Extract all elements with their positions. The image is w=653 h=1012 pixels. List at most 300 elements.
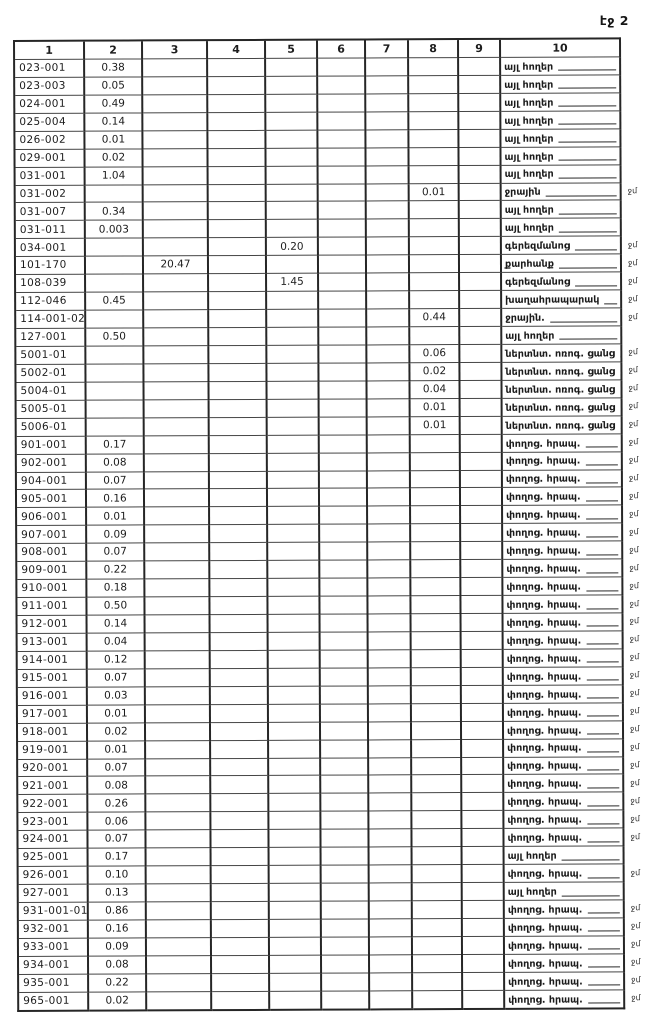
leader-line bbox=[586, 626, 618, 627]
cell-value-col-4 bbox=[209, 579, 267, 597]
cell-value-col-6 bbox=[320, 811, 368, 829]
land-type-label: փողոց. հրապ. bbox=[507, 742, 582, 755]
cell-land-type bbox=[504, 936, 624, 954]
cell-value-col-3 bbox=[144, 453, 209, 471]
cell-value-col-8 bbox=[410, 452, 460, 470]
cell-value-col-2: 0.09 bbox=[88, 938, 146, 956]
cell-value-col-2: 1.04 bbox=[85, 166, 143, 184]
leader-line bbox=[558, 70, 616, 71]
land-type-label: փողոց. հրապ. bbox=[506, 563, 581, 575]
leader-line bbox=[587, 769, 619, 770]
cell-parcel-code: 101-170 bbox=[15, 256, 85, 274]
cell-value-col-2: 0.01 bbox=[87, 740, 145, 758]
cell-value-col-4 bbox=[209, 453, 267, 471]
cell-margin-note: ջմ bbox=[628, 437, 639, 447]
cell-value-col-5 bbox=[266, 309, 318, 327]
cell-value-col-9 bbox=[458, 93, 500, 111]
cell-value-col-7 bbox=[367, 542, 410, 560]
cell-value-col-9 bbox=[461, 667, 503, 685]
cell-value-col-3 bbox=[142, 77, 207, 95]
cell-value-col-4 bbox=[209, 399, 267, 417]
cell-value-col-7 bbox=[367, 560, 410, 578]
cell-value-col-5 bbox=[267, 471, 319, 489]
cell-value-col-4 bbox=[208, 238, 266, 256]
cell-margin-note: ջմ bbox=[629, 634, 640, 644]
cell-value-col-3 bbox=[145, 776, 210, 794]
cell-value-col-3 bbox=[146, 902, 211, 920]
cell-value-col-4 bbox=[208, 345, 266, 363]
cell-value-col-6 bbox=[321, 955, 369, 973]
cell-land-type bbox=[500, 111, 620, 129]
cell-value-col-7 bbox=[368, 775, 411, 793]
cell-margin-note bbox=[621, 200, 647, 218]
cell-value-col-5 bbox=[269, 865, 321, 883]
land-type-label: փողոց. հրապ. bbox=[506, 617, 582, 629]
cell-value-col-2: 0.34 bbox=[85, 202, 143, 220]
cell-land-type bbox=[502, 469, 622, 487]
cell-margin-note: ջմ bbox=[627, 186, 638, 196]
cell-value-col-9 bbox=[459, 344, 501, 362]
cell-land-type bbox=[503, 792, 623, 810]
cell-value-col-6 bbox=[318, 219, 366, 237]
cell-parcel-code: 918-001 bbox=[17, 723, 87, 741]
land-type-label: փողոց. հրապ. bbox=[506, 671, 582, 683]
cell-value-col-6 bbox=[318, 166, 366, 184]
leader-line bbox=[559, 159, 617, 160]
cell-margin-note: ջմ bbox=[629, 562, 639, 572]
cell-value-col-8 bbox=[408, 93, 458, 111]
cell-value-col-7 bbox=[369, 847, 412, 865]
cell-value-col-6 bbox=[320, 632, 368, 650]
cell-value-col-9 bbox=[461, 757, 503, 775]
cell-value-col-5 bbox=[265, 94, 317, 112]
leader-line bbox=[587, 931, 619, 932]
cell-value-col-6 bbox=[317, 148, 365, 166]
cell-value-col-4 bbox=[208, 309, 266, 327]
cell-value-col-2: 0.01 bbox=[84, 131, 142, 149]
cell-parcel-code: 034-001 bbox=[15, 239, 85, 257]
cell-parcel-code: 908-001 bbox=[16, 543, 86, 561]
cell-value-col-7 bbox=[368, 686, 411, 704]
cell-value-col-9 bbox=[460, 434, 502, 452]
cell-value-col-3 bbox=[143, 274, 208, 292]
cell-value-col-3 bbox=[145, 830, 210, 848]
cell-value-col-2: 0.03 bbox=[87, 687, 145, 705]
cell-value-col-8 bbox=[411, 614, 461, 632]
cell-value-col-7 bbox=[366, 327, 409, 345]
cell-value-col-5 bbox=[265, 112, 317, 130]
cell-land-type bbox=[501, 380, 621, 398]
cell-margin-note bbox=[621, 218, 647, 236]
cell-value-col-6 bbox=[318, 201, 366, 219]
cell-value-col-7 bbox=[368, 739, 411, 757]
cell-value-col-6 bbox=[321, 883, 369, 901]
cell-land-type bbox=[501, 164, 621, 182]
land-type-label: քարհանք bbox=[504, 258, 554, 270]
cell-margin-note: ջմ bbox=[628, 275, 638, 285]
cell-parcel-code: 920-001 bbox=[17, 759, 87, 777]
cell-value-col-8 bbox=[411, 649, 461, 667]
cell-value-col-5 bbox=[268, 614, 320, 632]
cell-value-col-7 bbox=[368, 811, 411, 829]
cell-parcel-code: 932-001 bbox=[18, 920, 88, 938]
cell-value-col-8: 0.04 bbox=[409, 380, 459, 398]
cell-margin-note: ջմ bbox=[629, 670, 640, 680]
cell-land-type bbox=[500, 57, 620, 75]
cell-value-col-9 bbox=[461, 829, 503, 847]
land-type-label: փողոց. հրապ. bbox=[507, 922, 583, 934]
cell-parcel-code: 023-001 bbox=[14, 59, 84, 77]
leader-line bbox=[586, 572, 618, 573]
cell-value-col-7 bbox=[367, 488, 410, 506]
cell-value-col-4 bbox=[209, 543, 267, 561]
leader-line bbox=[586, 680, 618, 681]
land-type-label: փողոց. հրապ. bbox=[507, 778, 582, 791]
cell-value-col-3 bbox=[145, 651, 210, 669]
cell-value-col-8 bbox=[409, 327, 459, 345]
cell-land-type bbox=[502, 487, 622, 505]
cell-value-col-8 bbox=[411, 829, 461, 847]
cell-value-col-3 bbox=[143, 166, 208, 184]
cell-value-col-8 bbox=[412, 954, 462, 972]
leader-line bbox=[587, 841, 619, 842]
cell-value-col-2 bbox=[85, 274, 143, 292]
cell-parcel-code: 921-001 bbox=[17, 777, 87, 795]
land-type-label: փողոց. հրապ. bbox=[505, 491, 581, 504]
cell-value-col-6 bbox=[321, 919, 369, 937]
cell-value-col-4 bbox=[211, 866, 269, 884]
cell-value-col-4 bbox=[207, 148, 265, 166]
cell-value-col-3 bbox=[144, 543, 209, 561]
cell-value-col-2: 0.08 bbox=[86, 453, 144, 471]
cell-value-col-6 bbox=[319, 542, 367, 560]
land-type-label: խաղահրապարակ bbox=[505, 294, 600, 306]
cell-value-col-6 bbox=[317, 130, 365, 148]
land-type-label: այլ հողեր bbox=[504, 222, 554, 235]
cell-value-col-5 bbox=[265, 58, 317, 76]
cell-value-col-6 bbox=[319, 524, 367, 542]
cell-margin-note: ջմ bbox=[628, 365, 639, 375]
cell-value-col-4 bbox=[208, 166, 266, 184]
cell-value-col-8: 0.06 bbox=[409, 344, 459, 362]
cell-value-col-6 bbox=[320, 668, 368, 686]
cell-value-col-2: 0.02 bbox=[84, 149, 142, 167]
cell-parcel-code: 910-001 bbox=[16, 579, 86, 597]
cell-value-col-8: 0.01 bbox=[409, 183, 459, 201]
cell-value-col-3 bbox=[144, 561, 209, 579]
cell-value-col-9 bbox=[459, 165, 501, 183]
cell-value-col-9 bbox=[461, 649, 503, 667]
cell-value-col-4 bbox=[208, 292, 266, 310]
cell-value-col-9 bbox=[459, 183, 501, 201]
cell-land-type bbox=[504, 954, 624, 972]
cell-value-col-3 bbox=[145, 704, 210, 722]
land-type-label: փողոց. հրապ. bbox=[506, 527, 581, 540]
cell-margin-note: ջմ bbox=[630, 742, 640, 752]
column-header-3: 3 bbox=[142, 40, 207, 59]
cell-value-col-7 bbox=[368, 614, 411, 632]
cell-value-col-4 bbox=[211, 901, 269, 919]
cell-value-col-6 bbox=[318, 237, 366, 255]
cell-value-col-4 bbox=[208, 256, 266, 274]
cell-value-col-9 bbox=[461, 631, 503, 649]
cell-value-col-8 bbox=[411, 775, 461, 793]
cell-value-col-2: 0.18 bbox=[86, 579, 144, 597]
cell-value-col-2: 0.16 bbox=[88, 920, 146, 938]
cell-parcel-code: 922-001 bbox=[17, 795, 87, 813]
cell-margin-note bbox=[620, 75, 646, 93]
cell-value-col-7 bbox=[369, 955, 412, 973]
cell-value-col-7 bbox=[368, 668, 411, 686]
cell-land-type bbox=[503, 828, 623, 846]
column-header-1: 1 bbox=[14, 41, 84, 60]
cell-land-type bbox=[502, 523, 622, 541]
cell-land-type bbox=[502, 541, 622, 559]
cell-value-col-2: 0.12 bbox=[87, 651, 145, 669]
cell-land-type bbox=[501, 308, 621, 326]
cell-margin-note: ջմ bbox=[630, 814, 640, 824]
cell-land-type bbox=[503, 756, 623, 774]
land-type-label: փողոց. հրապ. bbox=[506, 509, 581, 522]
cell-parcel-code: 917-001 bbox=[17, 705, 87, 723]
cell-value-col-8 bbox=[408, 111, 458, 129]
cell-parcel-code: 926-001 bbox=[18, 866, 88, 884]
cell-margin-note: ջմ bbox=[630, 939, 641, 949]
cell-value-col-6 bbox=[321, 973, 369, 991]
cell-value-col-8: 0.44 bbox=[409, 309, 459, 327]
cell-parcel-code: 5002-01 bbox=[15, 364, 85, 382]
cell-value-col-7 bbox=[369, 883, 412, 901]
land-type-label: փողոց. հրապ. bbox=[507, 904, 583, 916]
cell-value-col-5 bbox=[267, 507, 319, 525]
cell-value-col-8 bbox=[410, 560, 460, 578]
cell-value-col-9 bbox=[461, 739, 503, 757]
cell-value-col-8 bbox=[409, 219, 459, 237]
cell-value-col-4 bbox=[211, 919, 269, 937]
cell-parcel-code: 905-001 bbox=[16, 490, 86, 508]
cell-value-col-9 bbox=[459, 219, 501, 237]
cell-value-col-2: 0.22 bbox=[86, 561, 144, 579]
cell-land-type bbox=[501, 362, 621, 380]
leader-line bbox=[586, 554, 618, 555]
cell-land-type bbox=[503, 649, 623, 667]
cell-value-col-3 bbox=[143, 220, 208, 238]
cell-value-col-6 bbox=[320, 793, 368, 811]
cell-margin-note: ջմ bbox=[628, 455, 639, 465]
cell-value-col-7 bbox=[369, 990, 412, 1009]
cell-value-col-6 bbox=[318, 255, 366, 273]
leader-line bbox=[558, 106, 616, 107]
cell-value-col-3 bbox=[142, 94, 207, 112]
cell-value-col-6 bbox=[320, 650, 368, 668]
cell-value-col-8 bbox=[411, 793, 461, 811]
leader-line bbox=[586, 644, 618, 645]
cell-value-col-4 bbox=[207, 58, 265, 76]
cell-margin-note: ջմ bbox=[630, 760, 640, 770]
cell-value-col-9 bbox=[462, 936, 504, 954]
cell-value-col-5 bbox=[266, 166, 318, 184]
cell-value-col-7 bbox=[368, 757, 411, 775]
cell-value-col-8 bbox=[411, 685, 461, 703]
cell-value-col-8 bbox=[411, 757, 461, 775]
cell-value-col-7 bbox=[366, 291, 409, 309]
cell-parcel-code: 912-001 bbox=[17, 615, 87, 633]
cell-value-col-9 bbox=[460, 398, 502, 416]
cell-value-col-8 bbox=[412, 847, 462, 865]
cell-value-col-5 bbox=[268, 704, 320, 722]
cell-value-col-9 bbox=[459, 290, 501, 308]
land-type-label: ներտնտ. ոռոգ. ցանց bbox=[505, 402, 616, 414]
cell-value-col-5 bbox=[267, 596, 319, 614]
cell-land-type bbox=[504, 900, 624, 918]
land-type-label: գերեզմանոց bbox=[505, 276, 571, 288]
cell-value-col-4 bbox=[211, 991, 269, 1010]
cell-value-col-9 bbox=[459, 237, 501, 255]
cell-value-col-6 bbox=[319, 417, 367, 435]
cell-value-col-9 bbox=[460, 488, 502, 506]
land-table-wrapper bbox=[13, 37, 651, 1011]
cell-value-col-3 bbox=[143, 202, 208, 220]
cell-value-col-7 bbox=[368, 632, 411, 650]
cell-value-col-7 bbox=[367, 578, 410, 596]
cell-margin-note bbox=[620, 93, 646, 111]
cell-margin-note: ջմ bbox=[629, 652, 640, 662]
cell-value-col-2: 0.22 bbox=[88, 974, 146, 992]
land-type-label: այլ հողեր bbox=[505, 330, 555, 342]
cell-value-col-3 bbox=[144, 471, 209, 489]
cell-land-type bbox=[502, 451, 622, 469]
cell-value-col-5 bbox=[267, 542, 319, 560]
cell-value-col-6 bbox=[317, 58, 365, 76]
land-type-label: այլ հողեր bbox=[507, 886, 557, 898]
cell-value-col-3 bbox=[143, 381, 208, 399]
cell-value-col-9 bbox=[460, 506, 502, 524]
cell-parcel-code: 023-003 bbox=[14, 77, 84, 95]
cell-value-col-9 bbox=[459, 255, 501, 273]
cell-value-col-9 bbox=[461, 703, 503, 721]
cell-parcel-code: 927-001 bbox=[18, 884, 88, 902]
leader-line bbox=[587, 877, 619, 878]
cell-value-col-9 bbox=[461, 775, 503, 793]
cell-parcel-code: 931-001-01 bbox=[18, 902, 88, 920]
cell-margin-note: ջմ bbox=[628, 473, 639, 483]
margin-note-column-spacer bbox=[620, 38, 646, 57]
cell-value-col-7 bbox=[366, 165, 409, 183]
cell-value-col-5 bbox=[267, 489, 319, 507]
cell-value-col-3 bbox=[144, 489, 209, 507]
cell-value-col-6 bbox=[319, 578, 367, 596]
cell-value-col-2: 0.07 bbox=[86, 543, 144, 561]
cell-value-col-6 bbox=[319, 488, 367, 506]
cell-value-col-7 bbox=[366, 237, 409, 255]
cell-value-col-2: 0.04 bbox=[87, 633, 145, 651]
table-row bbox=[18, 989, 650, 1010]
cell-value-col-3 bbox=[144, 435, 209, 453]
leader-line bbox=[562, 859, 620, 860]
column-header-9: 9 bbox=[458, 39, 500, 58]
cell-value-col-8 bbox=[408, 75, 458, 93]
cell-margin-note: ջմ bbox=[628, 311, 638, 321]
land-type-label: այլ հողեր bbox=[507, 850, 557, 862]
cell-value-col-5 bbox=[268, 740, 320, 758]
cell-value-col-8 bbox=[408, 57, 458, 75]
cell-margin-note: ջմ bbox=[630, 867, 641, 877]
cell-margin-note: ջմ bbox=[627, 257, 638, 268]
table-body bbox=[14, 57, 650, 1011]
cell-value-col-3 bbox=[144, 579, 209, 597]
cell-value-col-2 bbox=[85, 238, 143, 256]
cell-value-col-5 bbox=[267, 399, 319, 417]
column-header-10: 10 bbox=[500, 38, 620, 57]
cell-value-col-4 bbox=[209, 596, 267, 614]
cell-value-col-3 bbox=[142, 148, 207, 166]
cell-value-col-9 bbox=[462, 900, 504, 918]
cell-land-type bbox=[501, 200, 621, 218]
leader-line bbox=[588, 1003, 620, 1004]
cell-value-col-5 bbox=[269, 883, 321, 901]
cell-value-col-4 bbox=[210, 794, 268, 812]
cell-land-type bbox=[500, 75, 620, 93]
cell-value-col-9 bbox=[461, 793, 503, 811]
leader-line bbox=[575, 285, 617, 286]
cell-parcel-code: 914-001 bbox=[17, 651, 87, 669]
cell-margin-note: ջմ bbox=[629, 527, 639, 537]
cell-parcel-code: 901-001 bbox=[16, 436, 86, 454]
cell-parcel-code: 031-011 bbox=[15, 221, 85, 239]
cell-value-col-5 bbox=[268, 686, 320, 704]
cell-parcel-code: 907-001 bbox=[16, 525, 86, 543]
cell-value-col-9 bbox=[461, 811, 503, 829]
cell-value-col-7 bbox=[369, 937, 412, 955]
cell-land-type bbox=[502, 595, 622, 613]
cell-value-col-8 bbox=[409, 201, 459, 219]
column-header-4: 4 bbox=[207, 40, 265, 59]
leader-line bbox=[559, 177, 617, 178]
cell-value-col-3 bbox=[146, 955, 211, 973]
cell-land-type bbox=[504, 864, 624, 882]
cell-margin-note: ջմ bbox=[630, 831, 641, 842]
land-type-label: այլ հողեր bbox=[504, 133, 554, 145]
cell-value-col-2: 0.45 bbox=[85, 292, 143, 310]
cell-value-col-3 bbox=[143, 184, 208, 202]
cell-margin-note bbox=[621, 326, 647, 344]
cell-margin-note: ջմ bbox=[631, 975, 641, 985]
cell-value-col-7 bbox=[369, 919, 412, 937]
cell-value-col-6 bbox=[319, 435, 367, 453]
cell-value-col-8 bbox=[409, 255, 459, 273]
cell-parcel-code: 5005-01 bbox=[16, 400, 86, 418]
cell-value-col-5 bbox=[269, 901, 321, 919]
cell-land-type bbox=[502, 398, 622, 416]
cell-value-col-4 bbox=[210, 632, 268, 650]
cell-margin-note: ջմ bbox=[629, 598, 640, 608]
cell-value-col-3: 20.47 bbox=[143, 256, 208, 274]
column-header-7: 7 bbox=[365, 39, 408, 58]
cell-value-col-5 bbox=[267, 417, 319, 435]
cell-value-col-2: 0.01 bbox=[87, 705, 145, 723]
cell-value-col-2: 0.02 bbox=[88, 992, 146, 1011]
cell-land-type bbox=[503, 720, 623, 738]
cell-value-col-9 bbox=[460, 452, 502, 470]
cell-value-col-4 bbox=[209, 507, 267, 525]
land-type-label: այլ հողեր bbox=[504, 169, 554, 181]
cell-value-col-7 bbox=[366, 183, 409, 201]
leader-line bbox=[586, 608, 618, 609]
cell-value-col-7 bbox=[366, 201, 409, 219]
cell-margin-note: ջմ bbox=[629, 706, 640, 716]
cell-land-type bbox=[503, 613, 623, 631]
cell-value-col-7 bbox=[367, 470, 410, 488]
